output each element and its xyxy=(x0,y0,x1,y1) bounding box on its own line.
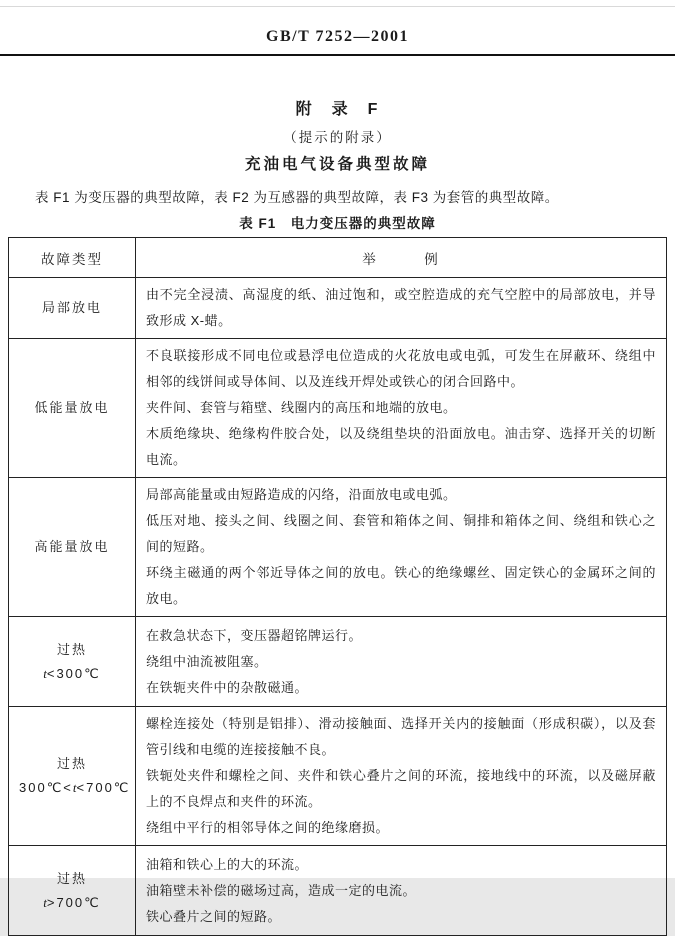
standard-number: GB/T 7252—2001 xyxy=(266,28,409,45)
examples-cell: 螺栓连接处（特别是铝排）、滑动接触面、选择开关内的接触面（形成积碳），以及套管引线和电缆的连接接触不良。 铁轭处夹件和螺栓之间、夹件和铁心叠片之间的环流，接地线中的环流，以及磁屏蔽上的不良焊点和夹件的环流。 绕组中平行的相邻导体之间的绝缘磨损。 xyxy=(136,707,667,846)
fault-table-body xyxy=(9,278,667,936)
table-row xyxy=(9,478,667,617)
table-row xyxy=(9,707,667,846)
table-caption: 表 F1 电力变压器的典型故障 xyxy=(239,216,436,231)
header-divider xyxy=(0,54,675,56)
appendix-subtitle: （提示的附录） xyxy=(283,130,392,145)
examples-cell: 油箱和铁心上的大的环流。 油箱壁未补偿的磁场过高，造成一定的电流。 铁心叠片之间的短路。 xyxy=(136,846,667,936)
table-row xyxy=(9,617,667,707)
intro-paragraph: 表 F1 为变压器的典型故障，表 F2 为互感器的典型故障，表 F3 为套管的典型故障。 xyxy=(35,190,559,205)
examples-cell: 由不完全浸渍、高湿度的纸、油过饱和，或空腔造成的充气空腔中的局部放电，并导致形成 X-蜡。 xyxy=(136,278,667,339)
fault-type-cell: 低能量放电 xyxy=(9,339,136,478)
fault-type-cell: 过热 300℃<t<700℃ xyxy=(9,707,136,846)
column-header-fault-type: 故障类型 xyxy=(9,238,136,278)
fault-type-cell: 高能量放电 xyxy=(9,478,136,617)
table-row xyxy=(9,846,667,936)
table-row xyxy=(9,278,667,339)
examples-cell: 局部高能量或由短路造成的闪络，沿面放电或电弧。 低压对地、接头之间、线圈之间、套管和箱体之间、铜排和箱体之间、绕组和铁心之间的短路。 环绕主磁通的两个邻近导体之间的放电。铁心的绝缘螺丝、固定铁心的金属环之间的放电。 xyxy=(136,478,667,617)
fault-table xyxy=(8,237,667,936)
fault-type-cell: 局部放电 xyxy=(9,278,136,339)
examples-cell: 不良联接形成不同电位或悬浮电位造成的火花放电或电弧，可发生在屏蔽环、绕组中相邻的线饼间或导体间、以及连线开焊处或铁心的闭合回路中。 夹件间、套管与箱壁、线圈内的高压和地端的放电。 木质绝缘块、绝缘构件胶合处，以及绕组垫块的沿面放电。油击穿、选择开关的切断电流。 xyxy=(136,339,667,478)
table-header-row xyxy=(9,238,667,278)
table-row xyxy=(9,339,667,478)
appendix-title: 附 录 F xyxy=(295,101,380,118)
fault-type-cell: 过热 t<300℃ xyxy=(9,617,136,707)
appendix-heading: 充油电气设备典型故障 xyxy=(244,156,430,173)
column-header-examples: 举 例 xyxy=(136,238,667,278)
examples-cell: 在救急状态下，变压器超铭牌运行。 绕组中油流被阻塞。 在铁轭夹件中的杂散磁通。 xyxy=(136,617,667,707)
fault-type-cell: 过热 t>700℃ xyxy=(9,846,136,936)
top-divider xyxy=(0,6,675,7)
